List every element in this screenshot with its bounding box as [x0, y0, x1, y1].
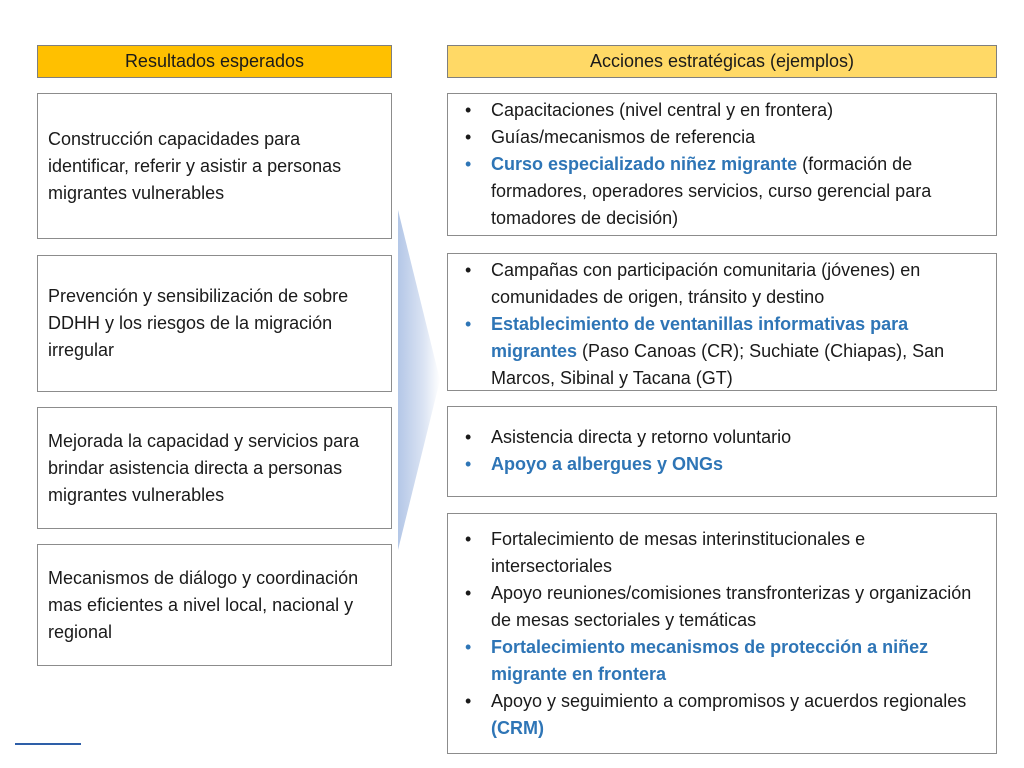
action-item-highlighted: • Establecimiento de ventanillas informativas para migrantes (Paso Canoas (CR); Suchiate (Chiapas), San Marcos, Sibinal y Tacana (GT): [456, 311, 988, 392]
action-item: • Fortalecimiento de mesas interinstitucionales e intersectoriales: [456, 526, 988, 580]
action-box-prevention: [447, 253, 997, 391]
action-item-highlighted: • Curso especializado niñez migrante (formación de formadores, operadores servicios, curso gerencial para tomadores de decisión): [456, 151, 988, 232]
corner-divider-line: [15, 743, 81, 745]
result-box-capacities: [37, 93, 392, 239]
action-item: • Apoyo reuniones/comisiones transfronterizas y organización de mesas sectoriales y temáticas: [456, 580, 988, 634]
action-box-assistance: [447, 406, 997, 497]
action-item-highlighted: • Apoyo a albergues y ONGs: [456, 451, 988, 478]
results-header: [37, 45, 392, 78]
action-item: • Guías/mecanismos de referencia: [456, 124, 988, 151]
right-arrow-icon: [396, 210, 442, 550]
result-box-assistance: [37, 407, 392, 529]
action-item: • Apoyo y seguimiento a compromisos y acuerdos regionales (CRM): [456, 688, 988, 742]
action-item-highlighted: • Fortalecimiento mecanismos de protección a niñez migrante en frontera: [456, 634, 988, 688]
result-box-prevention: [37, 255, 392, 392]
actions-header: [447, 45, 997, 78]
results-header-label: Resultados esperados: [124, 51, 305, 71]
action-box-capacities: [447, 93, 997, 236]
result-box-coordination: [37, 544, 392, 666]
action-item: • Capacitaciones (nivel central y en frontera): [456, 97, 988, 124]
action-box-coordination: [447, 513, 997, 754]
result-text: Prevención y sensibilización de sobre DDHH y los riesgos de la migración irregular: [48, 286, 349, 360]
actions-header-label: Acciones estratégicas (ejemplos): [589, 51, 855, 71]
result-text: Construcción capacidades para identificar, referir y asistir a personas migrantes vulnerables: [48, 128, 342, 203]
action-item: • Asistencia directa y retorno voluntario: [456, 424, 988, 451]
result-text: Mejorada la capacidad y servicios para brindar asistencia directa a personas migrantes vulnerables: [48, 430, 360, 505]
action-item: • Campañas con participación comunitaria (jóvenes) en comunidades de origen, tránsito y destino: [456, 257, 988, 311]
result-text: Mecanismos de diálogo y coordinación mas eficientes a nivel local, nacional y regional: [48, 567, 359, 642]
